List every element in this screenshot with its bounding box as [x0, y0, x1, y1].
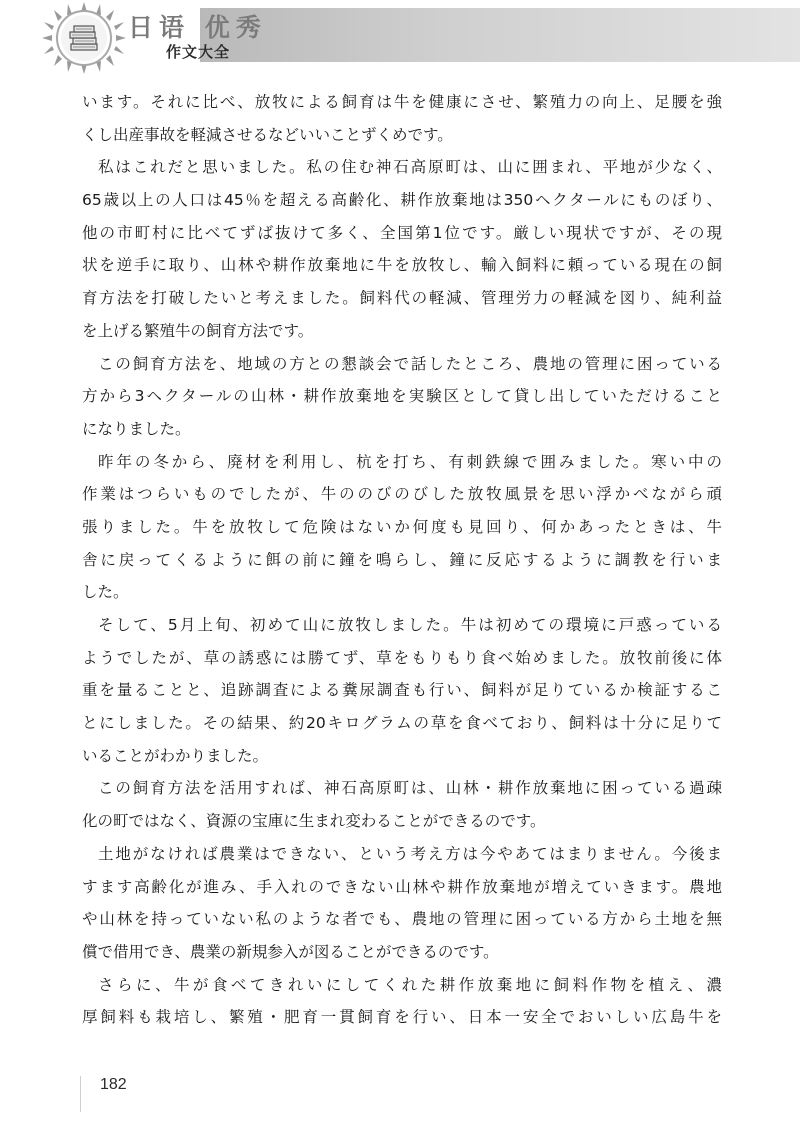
- header-band: [200, 8, 800, 62]
- footer-rule: [80, 1076, 81, 1112]
- text-line: になりました。: [82, 419, 191, 438]
- text-line: 育方法を打破したいと考えました。飼料代の軽減、管理労力の軽減を図り、純利益: [82, 289, 722, 308]
- text-line: 厚飼料も栽培し、繁殖・肥育一貫飼育を行い、日本一安全でおいしい広島牛を: [82, 1008, 722, 1027]
- text-line: すます高齢化が進み、手入れのできない山林や耕作放棄地が増えていきます。農地: [82, 877, 722, 896]
- book-stack-sunburst-icon: [42, 2, 126, 74]
- text-line: 他の市町村に比べてずば抜けて多く、全国第1位です。厳しい現状ですが、その現: [82, 223, 722, 242]
- text-line: とにしました。その結果、約20キログラムの草を食べており、飼料は十分に足りて: [82, 714, 722, 733]
- text-line: くし出産事故を軽減させるなどいいことずくめです。: [82, 125, 453, 144]
- text-line: 状を逆手に取り、山林や耕作放棄地に牛を放牧し、輸入飼料に頼っている現在の飼: [82, 256, 722, 275]
- text-line: いることがわかりました。: [82, 746, 269, 765]
- text-line: 償で借用でき、農業の新規参入が図ることができるのです。: [82, 942, 499, 961]
- text-line: した。: [82, 583, 129, 602]
- essay-body: [82, 86, 722, 1034]
- text-line: 重を量ることと、追跡調査による糞尿調査も行い、飼料が足りているか検証するこ: [82, 681, 722, 700]
- text-line: を上げる繁殖牛の飼育方法です。: [82, 321, 314, 340]
- text-line: さらに、牛が食べてきれいにしてくれた耕作放棄地に飼料作物を植え、濃: [98, 975, 722, 994]
- brand-subtitle: 作文大全: [166, 43, 231, 61]
- page-number: 182: [100, 1076, 127, 1093]
- text-line: 作業はつらいものでしたが、牛ののびのびした放牧風景を思い浮かべながら頑: [82, 485, 722, 504]
- text-line: 方から3ヘクタールの山林・耕作放棄地を実験区として貸し出していただけること: [82, 387, 722, 406]
- text-line: この飼育方法を活用すれば、神石高原町は、山林・耕作放棄地に困っている過疎: [98, 779, 722, 798]
- text-line: 張りました。牛を放牧して危険はないか何度も見回り、何かあったときは、牛: [82, 517, 722, 536]
- brand-title: 日语 优秀: [128, 13, 267, 42]
- text-line: そして、5月上旬、初めて山に放牧しました。牛は初めての環境に戸惑っている: [98, 616, 722, 634]
- text-line: います。それに比べ、放牧による飼育は牛を健康にさせ、繁殖力の向上、足腰を強: [82, 93, 722, 111]
- text-line: この飼育方法を、地域の方との懇談会で話したところ、農地の管理に困っている: [98, 354, 722, 373]
- text-line: 昨年の冬から、廃材を利用し、杭を打ち、有刺鉄線で囲みました。寒い中の: [98, 452, 722, 471]
- text-line: ようでしたが、草の誘惑には勝てず、草をもりもり食べ始めました。放牧前後に体: [82, 648, 722, 667]
- text-line: 65歳以上の人口は45％を超える高齢化、耕作放棄地は350ヘクタールにものぼり、: [82, 191, 722, 210]
- text-line: 舎に戻ってくるように餌の前に鐘を鳴らし、鐘に反応するように調教を行いま: [82, 550, 722, 569]
- text-line: 私はこれだと思いました。私の住む神石高原町は、山に囲まれ、平地が少なく、: [98, 158, 722, 177]
- text-line: 化の町ではなく、資源の宝庫に生まれ変わることができるのです。: [82, 812, 546, 831]
- text-line: 土地がなければ農業はできない、という考え方は今やあてはまりません。今後ま: [98, 844, 722, 863]
- page-header: [0, 0, 800, 74]
- text-line: や山林を持っていない私のような者でも、農地の管理に困っている方から土地を無: [82, 910, 722, 929]
